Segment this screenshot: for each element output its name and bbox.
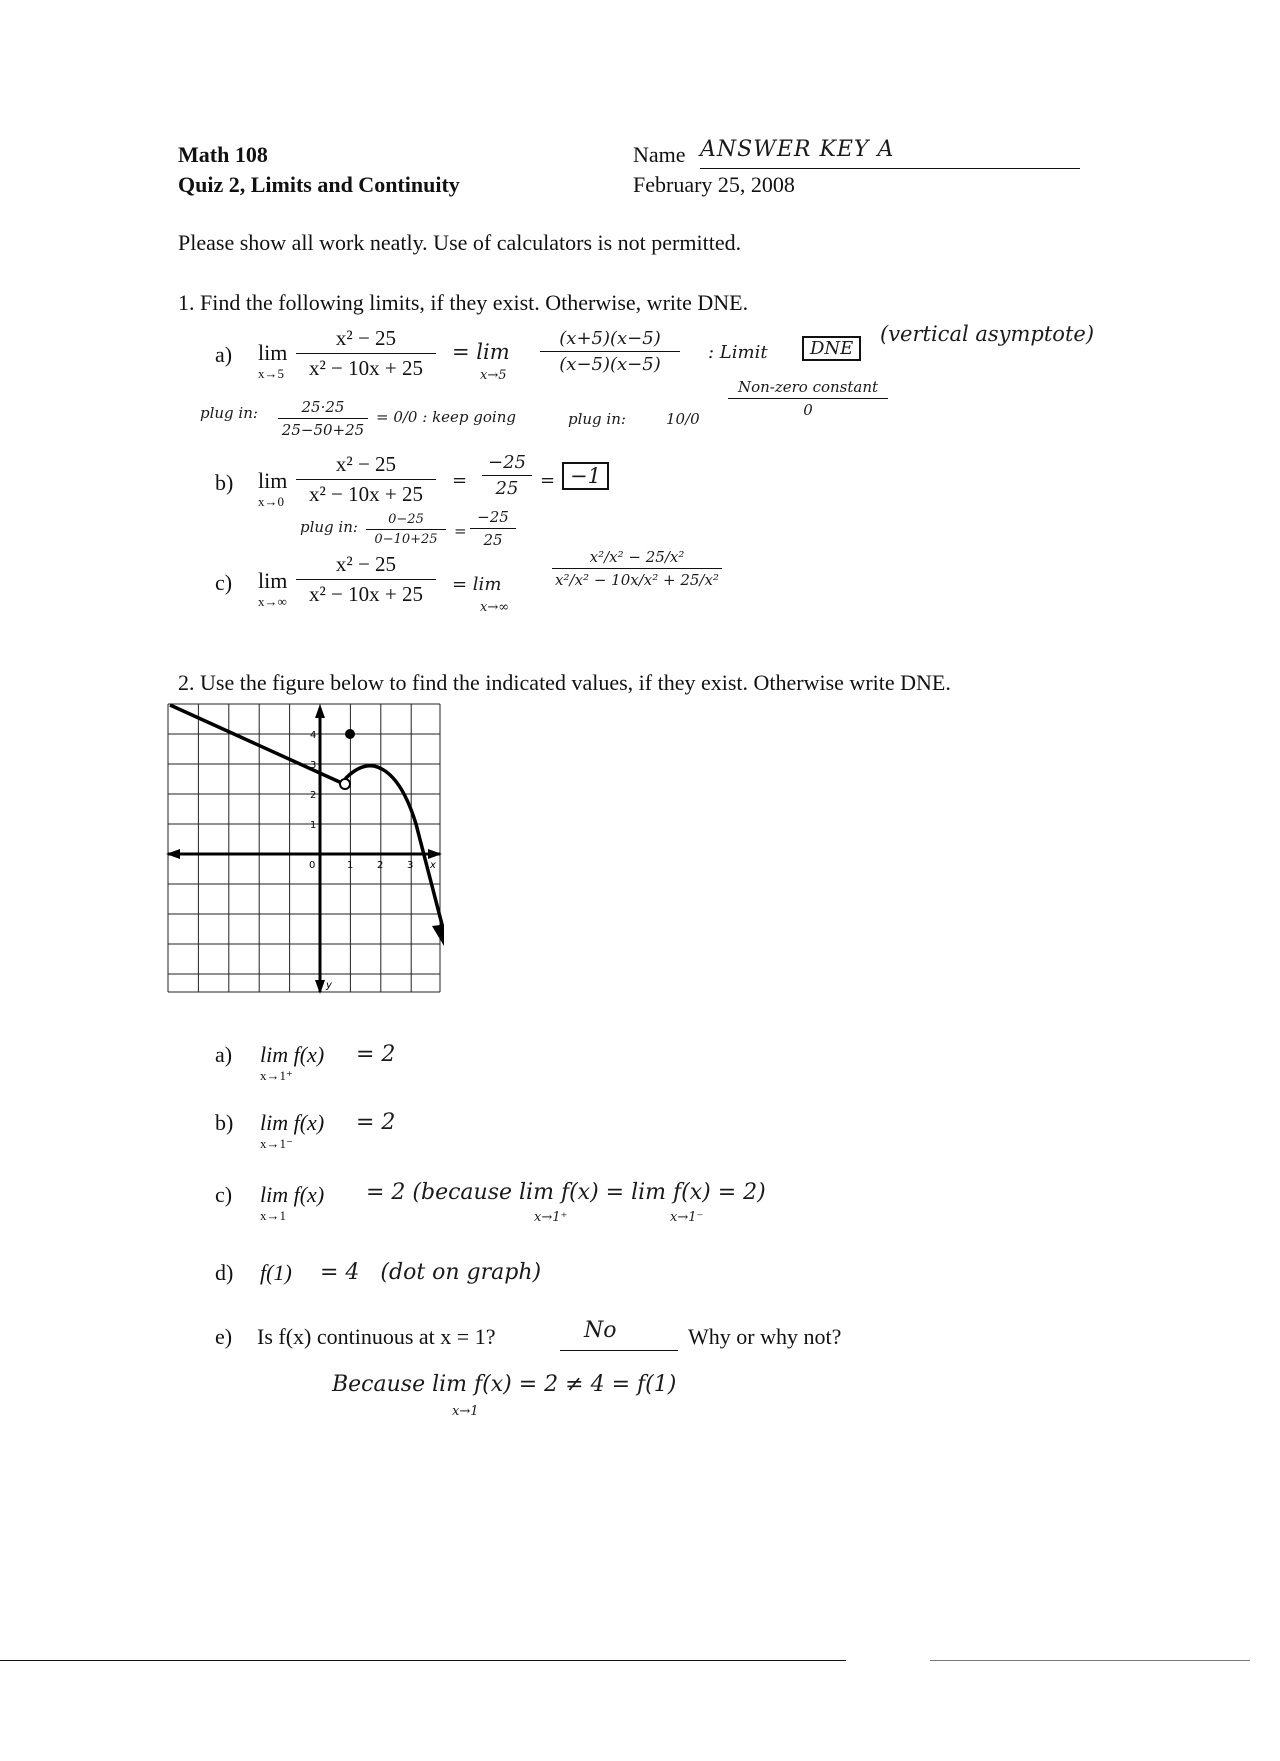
- q1a-plug-fraction: [278, 398, 368, 439]
- y-axis-label: y: [326, 980, 332, 991]
- tick-y-4: 4: [310, 730, 317, 741]
- q1c-ans-denominator: x²/x² − 10x/x² + 25/x²: [555, 571, 719, 589]
- x-axis-label: x: [430, 860, 436, 871]
- q2e-prefix: Is f(x) continuous at x = 1?: [257, 1324, 496, 1349]
- q2d-answer: = 4 (dot on graph): [320, 1260, 542, 1285]
- q1a-ans-eq: = lim: [452, 340, 510, 364]
- q1b-ans-final: −1: [562, 462, 609, 490]
- q1a-plug2-label: plug in:: [568, 410, 626, 428]
- q1a-ans-note: (vertical asymptote): [880, 322, 1095, 346]
- tick-x-0: 0: [309, 860, 316, 871]
- q1a-ans-denominator: (x−5)(x−5): [559, 354, 661, 375]
- graph-function: [170, 705, 444, 946]
- q1a-plug-denominator: 25−50+25: [281, 421, 365, 439]
- q1a-ans-limit: : Limit: [708, 342, 768, 363]
- q2a-expr: lim f(x): [260, 1042, 325, 1067]
- q1c-ans-fraction: [552, 548, 722, 589]
- q1b-denominator: x² − 10x + 25: [309, 482, 423, 506]
- q1-prompt: 1. Find the following limits, if they exist. Otherwise, write DNE.: [178, 290, 749, 315]
- axis-tick-labels: [309, 730, 436, 991]
- q1b-plug-res-fraction: [470, 508, 516, 549]
- q1a-plug2-val: 10/0: [666, 410, 700, 428]
- q1b-lim: lim: [258, 468, 288, 493]
- bottom-rule-right: [930, 1660, 1250, 1661]
- q1c-numerator: x² − 25: [296, 552, 436, 580]
- bottom-rule-left: [0, 1660, 846, 1661]
- q2-prompt: 2. Use the figure below to find the indicated values, if they exist. Otherwise write DNE.: [178, 670, 951, 695]
- q2e-answer-underline: [560, 1350, 678, 1351]
- name-label: Name: [633, 142, 686, 167]
- q1b-plug-fraction: [366, 512, 446, 547]
- q1a-numerator: x² − 25: [296, 326, 436, 354]
- q1a-nonzero-denominator: 0: [803, 401, 813, 419]
- q1c-ans-numerator: x²/x² − 25/x²: [552, 548, 722, 569]
- q1c-ans-lim: = lim: [452, 574, 502, 595]
- q1b-label: b): [215, 470, 234, 495]
- q1c-lim: lim: [258, 568, 288, 593]
- tick-x-3: 3: [407, 860, 414, 871]
- q1a-ans-numerator: (x+5)(x−5): [540, 328, 680, 352]
- q1a-ans-sub: x→5: [480, 368, 507, 383]
- q2d-expr: f(1): [260, 1260, 292, 1285]
- q2a-answer: = 2: [356, 1042, 396, 1067]
- graph-axes: [166, 704, 442, 994]
- q1b-lim-sub: x→0: [258, 494, 284, 509]
- q2c-sub: x→1: [260, 1208, 286, 1223]
- q2c-ans-sub1: x→1⁺: [534, 1210, 568, 1225]
- tick-x-1: 1: [347, 860, 354, 871]
- q1b-eq-sign-2: =: [540, 470, 556, 491]
- q1a-ans-dne: DNE: [802, 336, 861, 361]
- q1b-eq-sign: =: [452, 470, 468, 491]
- tick-y-3: 3: [310, 760, 317, 771]
- quiz-date: February 25, 2008: [633, 172, 795, 197]
- q1a-fraction: [296, 326, 436, 381]
- course-title: Math 108: [178, 142, 268, 167]
- q1a-ans-fraction: [540, 328, 680, 375]
- q1a-plug-eq: = 0/0 : keep going: [376, 408, 516, 426]
- q1a-denominator: x² − 10x + 25: [309, 356, 423, 380]
- q2d-label: d): [215, 1260, 234, 1285]
- q1c-fraction: [296, 552, 436, 607]
- q1b-plug-res-denominator: 25: [483, 531, 503, 549]
- q1b-plug-numerator: 0−25: [366, 512, 446, 530]
- q2a-label: a): [215, 1042, 233, 1067]
- q1b-plug-eq: =: [454, 522, 467, 540]
- q2b-label: b): [215, 1110, 234, 1135]
- q2c-label: c): [215, 1182, 233, 1207]
- q1c-label: c): [215, 570, 233, 595]
- q1b-ans-numerator: −25: [482, 452, 532, 476]
- q1b-plug-label: plug in:: [300, 518, 358, 536]
- q1c-denominator: x² − 10x + 25: [309, 582, 423, 606]
- q2e-answer: No: [584, 1318, 617, 1343]
- q2b-answer: = 2: [356, 1110, 396, 1135]
- q1b-numerator: x² − 25: [296, 452, 436, 480]
- graph-grid: [168, 704, 440, 992]
- tick-y-1: 1: [310, 820, 317, 831]
- q2-graph: [164, 700, 444, 996]
- tick-x-2: 2: [377, 860, 384, 871]
- q1a-label: a): [215, 342, 233, 367]
- q2c-answer: = 2 (because lim f(x) = lim f(x) = 2): [366, 1180, 766, 1205]
- q2e-suffix: Why or why not?: [688, 1324, 842, 1349]
- q1a-plug-numerator: 25·25: [278, 398, 368, 419]
- q2c-expr: lim f(x): [260, 1182, 325, 1207]
- q1c-ans-sub: x→∞: [480, 600, 510, 615]
- name-value: ANSWER KEY A: [700, 137, 895, 162]
- q1a-lim: lim: [258, 340, 288, 365]
- curve-end-arrow: [432, 924, 444, 946]
- q1b-ans-fraction: [482, 452, 532, 499]
- closed-dot: [345, 729, 355, 739]
- q2b-sub: x→1⁻: [260, 1136, 293, 1151]
- quiz-title: Quiz 2, Limits and Continuity: [178, 172, 460, 197]
- q1a-lim-sub: x→5: [258, 366, 284, 381]
- q1b-ans-denominator: 25: [495, 478, 519, 499]
- q1c-lim-sub: x→∞: [258, 594, 287, 609]
- q1b-plug-denominator: 0−10+25: [374, 532, 438, 547]
- q1b-plug-res-numerator: −25: [470, 508, 516, 529]
- q2e-explanation: Because lim f(x) = 2 ≠ 4 = f(1): [332, 1372, 677, 1397]
- q2e-label: e): [215, 1324, 233, 1349]
- name-underline: [700, 168, 1080, 169]
- q2c-ans-sub2: x→1⁻: [670, 1210, 704, 1225]
- q2b-expr: lim f(x): [260, 1110, 325, 1135]
- tick-y-2: 2: [310, 790, 317, 801]
- q1a-nonzero-fraction: [728, 378, 888, 419]
- q1a-nonzero-numerator: Non-zero constant: [728, 378, 888, 399]
- q1b-fraction: [296, 452, 436, 507]
- q1a-plug-label: plug in:: [200, 404, 258, 422]
- open-circle: [340, 779, 350, 789]
- instructions: Please show all work neatly. Use of calculators is not permitted.: [178, 230, 742, 255]
- q2e-expl-sub: x→1: [452, 1404, 479, 1419]
- q2a-sub: x→1⁺: [260, 1068, 293, 1083]
- y-axis-arrow-up: [315, 704, 325, 718]
